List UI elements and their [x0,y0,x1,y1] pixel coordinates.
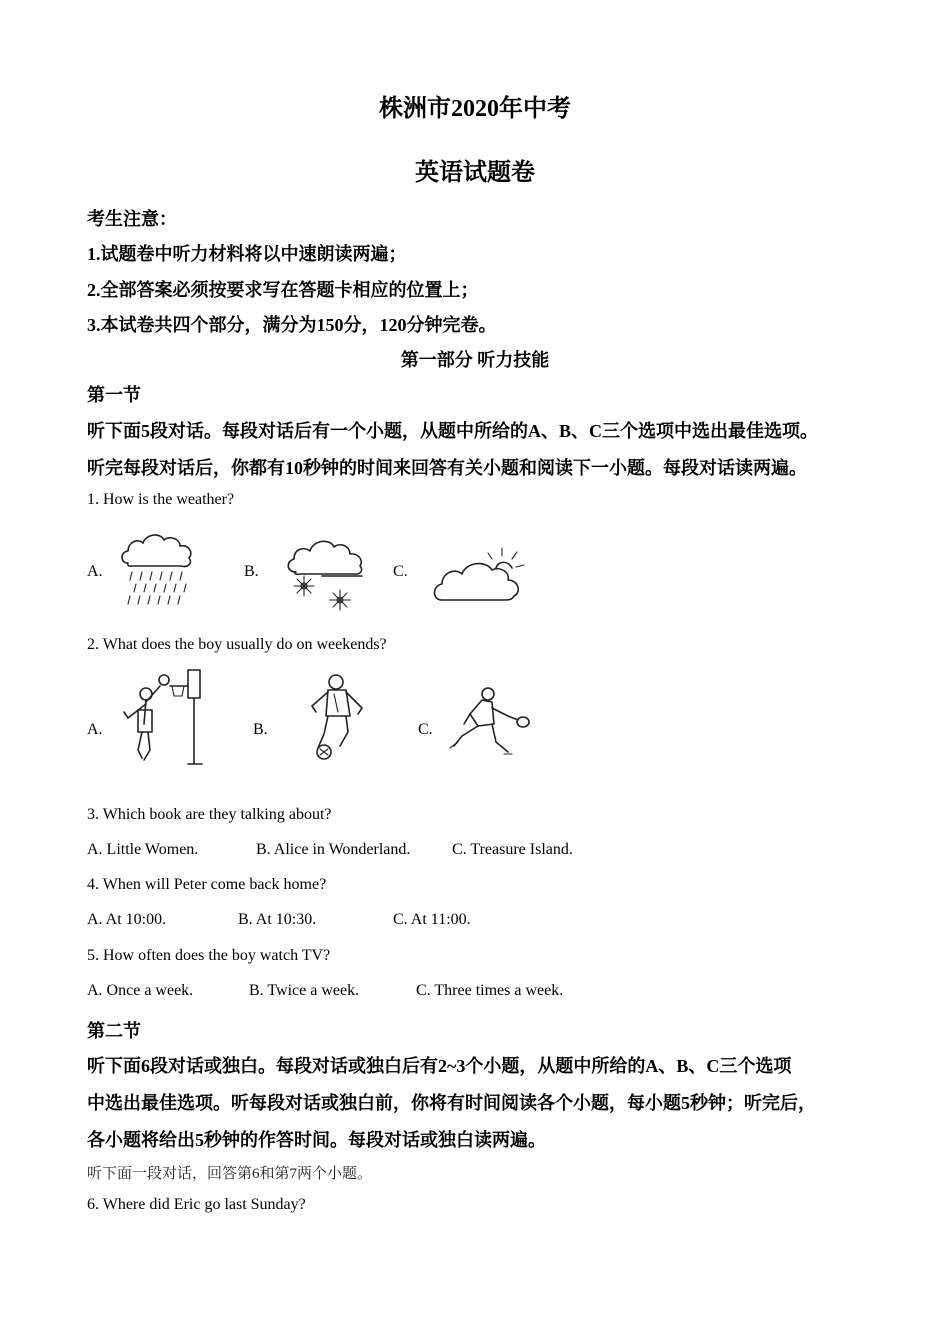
q1-option-b-label: B. [244,563,259,580]
q4-option-c: C. At 11:00. [393,911,471,928]
section2-instruction-3: 各小题将给出5秒钟的作答时间。每段对话或独白读两遍。 [87,1130,546,1150]
q4-option-b: B. At 10:30. [238,911,317,928]
question-4-stem: 4. When will Peter come back home? [87,876,327,893]
q5-option-c: C. Three times a week. [416,982,564,999]
question-1-stem: 1. How is the weather? [87,491,235,508]
soccer-player-icon [300,672,370,764]
section2-instruction-1: 听下面6段对话或独白。每段对话或独白后有2~3个小题，从题中所给的A、B、C三个选项 [87,1056,792,1076]
snow-cloud-icon [282,534,368,614]
q3-option-c: C. Treasure Island. [452,841,573,858]
q4-option-a: A. At 10:00. [87,911,167,928]
q3-option-b: B. Alice in Wonderland. [256,841,411,858]
q2-option-c-label: C. [418,721,433,738]
q2-option-b-label: B. [253,721,268,738]
exam-title: 株洲市2020年中考 [379,96,571,122]
question-5-stem: 5. How often does the boy watch TV? [87,947,331,964]
section2-instruction-2: 中选出最佳选项。听每段对话或独白前，你将有时间阅读各个小题，每小题5秒钟；听完后， [87,1093,816,1113]
notice-item-3: 3.本试卷共四个部分，满分为150分，120分钟完卷。 [87,315,497,335]
section2-heading: 第二节 [87,1021,141,1041]
question-3-stem: 3. Which book are they talking about? [87,806,332,823]
q5-option-b: B. Twice a week. [249,982,360,999]
q5-option-a: A. Once a week. [87,982,194,999]
section1-instruction-1: 听下面5段对话。每段对话后有一个小题，从题中所给的A、B、C三个选项中选出最佳选项。 [87,421,818,441]
badminton-player-icon [448,686,532,760]
question-6-stem: 6. Where did Eric go last Sunday? [87,1196,306,1213]
notice-item-1: 1.试题卷中听力材料将以中速朗读两遍； [87,244,407,264]
notice-item-2: 2.全部答案必须按要求写在答题卡相应的位置上； [87,280,479,300]
q1-option-c-label: C. [393,563,408,580]
question-2-stem: 2. What does the boy usually do on weekends? [87,636,387,653]
q2-option-a-label: A. [87,721,103,738]
rain-cloud-icon [118,530,200,610]
exam-subtitle: 英语试题卷 [415,160,535,186]
q1-option-a-label: A. [87,563,103,580]
notice-heading: 考生注意： [87,209,177,229]
basketball-player-icon [118,666,208,768]
dialogue-lead-text: 听下面一段对话，回答第6和第7两个小题。 [87,1166,373,1182]
part1-heading: 第一部分 听力技能 [400,350,550,370]
q3-option-a: A. Little Women. [87,841,199,858]
section1-heading: 第一节 [87,385,141,405]
sun-behind-cloud-icon [430,546,526,606]
section1-instruction-2: 听完每段对话后，你都有10秒钟的时间来回答有关小题和阅读下一小题。每段对话读两遍。 [87,458,807,478]
